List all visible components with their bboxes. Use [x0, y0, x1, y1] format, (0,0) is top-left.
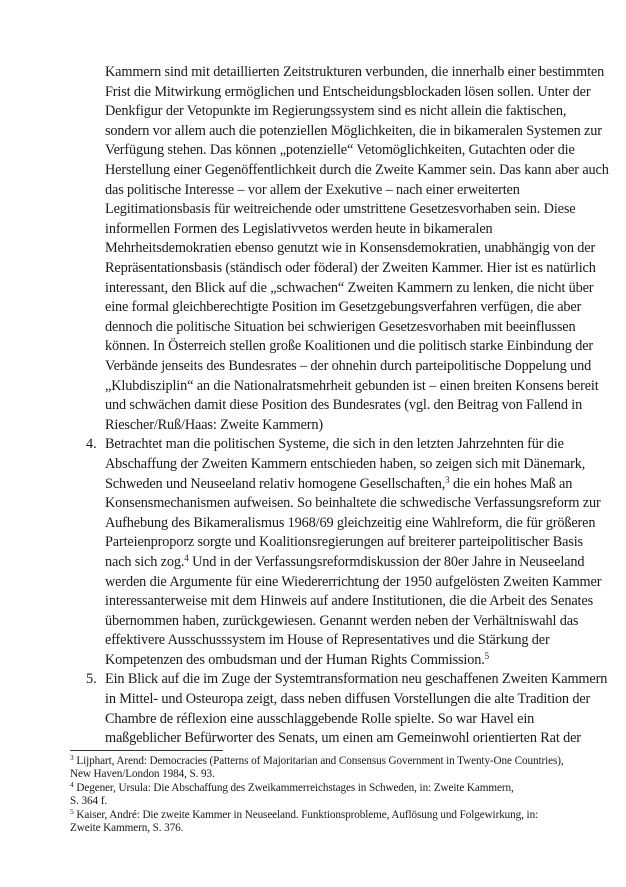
- footnote-5: [70, 809, 538, 823]
- text-line: interessanterweise mit dem Hinweis auf andere Institutionen, die die Arbeit des Senates: [105, 593, 593, 609]
- footnote-4-cont: S. 364 f.: [70, 795, 108, 807]
- text-line: können. In Österreich stellen große Koalitionen und die politisch starke Einbindung der: [105, 338, 594, 354]
- text-line: Betrachtet man die politischen Systeme, die sich in den letzten Jahrzehnten für die: [105, 436, 564, 452]
- text-line: werden die Argumente für eine Wiedererrichtung der 1950 aufgelösten Zweiten Kammer: [105, 574, 602, 590]
- text-line: dennoch die politische Situation bei schwierigen Gesetzesvorhaben mit beeinflussen: [105, 319, 576, 335]
- footnote-5-cont: Zweite Kammern, S. 376.: [70, 822, 184, 834]
- footnote-text: Degener, Ursula: Die Abschaffung des Zweikammerreichstages in Schweden, in: Zweite Kammern,: [76, 782, 514, 794]
- list-number: 5.: [86, 671, 97, 687]
- text-line: Denkfigur der Vetopunkte im Regierungssystem sind es nicht allein die faktischen,: [105, 103, 567, 119]
- text-line: Abschaffung der Zweiten Kammern entschieden haben, so zeigen sich mit Dänemark,: [105, 456, 586, 472]
- text-line: Mehrheitsdemokratien ebenso genutzt wie in Konsensdemokratien, unabhängig von der: [105, 240, 596, 256]
- footnote-text: Kaiser, André: Die zweite Kammer in Neuseeland. Funktionsprobleme, Auflösung und Folgewirkung, in:: [76, 809, 539, 821]
- footnote-mark: 4: [70, 780, 74, 789]
- text-line: [105, 651, 489, 671]
- text-line: und schwächen damit diese Position des Bundesrates (vgl. den Beitrag von Fallend in: [105, 397, 583, 413]
- text-segment: Kompetenzen des ombudsman und der Human Rights Commission.: [105, 652, 485, 668]
- text-line: Parteienproporz sorgte und Koalitionsregierungen auf breiterer parteipolitischer Basis: [105, 534, 583, 550]
- text-segment: Schweden und Neuseeland relativ homogene Gesellschaften,: [105, 476, 446, 492]
- text-line: Verfügung stehen. Das können „potenzielle“ Vetomöglichkeiten, Gutachten oder die: [105, 142, 575, 158]
- text-line: effektivere Ausschusssystem im House of Representatives und die Stärkung der: [105, 632, 550, 648]
- text-line: maßgeblicher Befürworter des Senats, um einen am Gemeinwohl orientierten Rat der: [105, 730, 581, 746]
- text-line: [105, 553, 584, 573]
- footnote-ref-3[interactable]: 3: [445, 475, 450, 485]
- text-line: informellen Formen des Legislativvetos werden heute in bikameralen: [105, 221, 493, 237]
- text-line: sondern vor allem auch die potenziellen Möglichkeiten, die in bikameralen Systemen zur: [105, 123, 602, 139]
- text-line: das politische Interesse – vor allem der Exekutive – nach einer erweiterten: [105, 182, 520, 198]
- text-line: interessant, den Blick auf die „schwachen“ Zweiten Kammern zu lenken, die nicht über: [105, 280, 594, 296]
- text-line: Ein Blick auf die im Zuge der Systemtransformation neu geschaffenen Zweiten Kammern: [105, 671, 608, 687]
- text-line: übernommen haben, zurückgewiesen. Genannt werden neben der Verhältniswahl das: [105, 613, 579, 629]
- footnote-ref-4[interactable]: 4: [184, 553, 189, 563]
- text-line: Verbände jenseits des Bundesrates – der ohnehin durch parteipolitische Doppelung und: [105, 358, 592, 374]
- footnote-mark: 5: [70, 807, 74, 816]
- footnote-mark: 3: [70, 753, 74, 762]
- footnote-4: [70, 782, 514, 796]
- text-line: Legitimationsbasis für weitreichende oder umstrittene Gesetzesvorhaben sein. Diese: [105, 201, 576, 217]
- footnote-ref-5[interactable]: 5: [484, 651, 490, 661]
- text-line: Chambre de réflexion eine ausschlaggebende Rolle spielte. So war Havel ein: [105, 711, 535, 727]
- footnote-3: [70, 755, 564, 769]
- text-line: Kammern sind mit detaillierten Zeitstrukturen verbunden, die innerhalb einer bestimmten: [105, 64, 605, 80]
- text-segment: Und in der Verfassungsreformdiskussion der 80er Jahre in Neuseeland: [188, 554, 585, 570]
- text-line: Repräsentationsbasis (ständisch oder föderal) der Zweiten Kammer. Hier ist es natürlich: [105, 260, 596, 276]
- text-line: Frist die Mitwirkung ermöglichen und Entscheidungsblockaden lösen sollen. Unter der: [105, 84, 591, 100]
- text-segment: nach sich zog.: [105, 554, 185, 570]
- text-line: Riescher/Ruß/Haas: Zweite Kammern): [105, 417, 324, 433]
- text-line: Herstellung einer Gegenöffentlichkeit durch die Zweite Kammer sein. Das kann aber auch: [105, 162, 609, 178]
- text-line: eine formal gleichberechtigte Position im Gesetzgebungsverfahren verfügen, die aber: [105, 299, 582, 315]
- footnote-3-cont: New Haven/London 1984, S. 93.: [70, 768, 215, 780]
- list-number: 4.: [86, 436, 97, 452]
- footnote-text: Lijphart, Arend: Democracies (Patterns of Majoritarian and Consensus Government in Twenty-One Countries),: [76, 755, 564, 767]
- text-segment: die ein hohes Maß an: [449, 476, 573, 492]
- text-line: „Klubdisziplin“ an die Nationalratsmehrheit gebunden ist – einen breiten Konsens bereit: [105, 378, 599, 394]
- text-line: in Mittel- und Osteuropa zeigt, dass neben diffusen Vorstellungen die alte Tradition der: [105, 691, 591, 707]
- text-line: Konsensmechanismen aufweisen. So beinhaltete die schwedische Verfassungsreform zur: [105, 495, 601, 511]
- text-line: [105, 475, 572, 495]
- text-line: Aufhebung des Bikameralismus 1968/69 gleichzeitig eine Wahlreform, die für größeren: [105, 515, 596, 531]
- footnote-separator: [70, 750, 223, 751]
